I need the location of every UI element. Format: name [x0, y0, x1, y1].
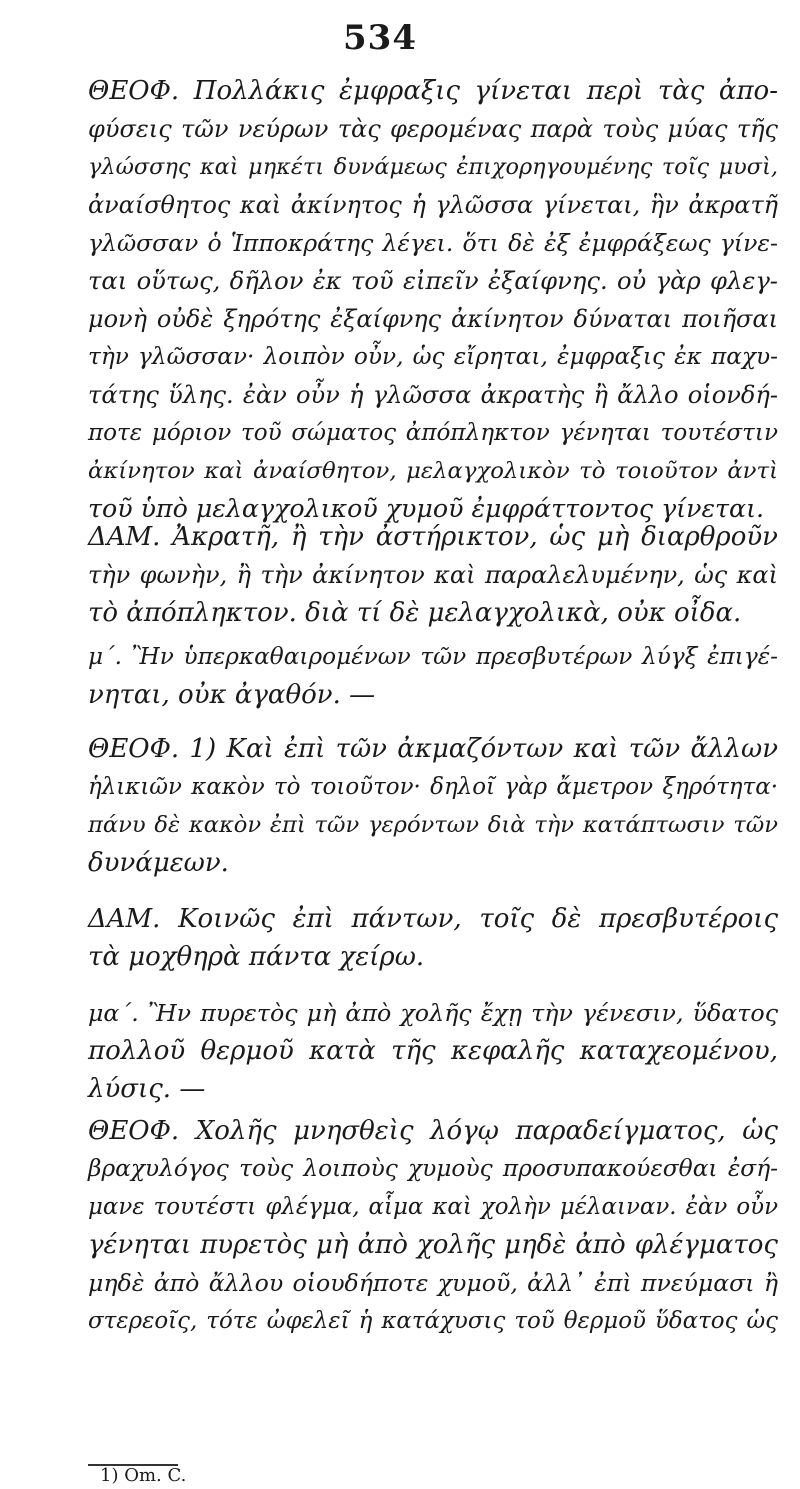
text-line: τὸ ἀπόπληκτον. διὰ τί δὲ μελαγχολικὰ, οὐκ οἶδα.: [88, 598, 742, 628]
text-line: γλῶσσαν ὁ Ἱπποκράτης λέγει. ὅτι δὲ ἐξ ἐμφράξεως γίνε-: [88, 229, 778, 257]
text-line: γένηται πυρετὸς μὴ ἀπὸ χολῆς μηδὲ ἀπὸ φλέγματος: [88, 1230, 778, 1260]
text-line: τοῦ ὑπὸ μελαγχολικοῦ χυμοῦ ἐμφράττοντος γίνεται.: [88, 494, 765, 523]
text-line: ται οὕτως, δῆλον ἐκ τοῦ εἰπεῖν ἐξαίφνης. οὐ γὰρ φλεγ-: [88, 266, 778, 295]
text-line: ΘΕΟΦ. Πολλάκις ἐμφραξις γίνεται περὶ τὰς ἀπο-: [88, 76, 778, 106]
text-line: μανε τουτέστι φλέγμα, αἷμα καὶ χολὴν μέλαιναν. ἐὰν οὖν: [88, 1194, 778, 1220]
text-line: μηδὲ ἀπὸ ἄλλου οἱουδήποτε χυμοῦ, ἀλλ᾽ ἐπὶ πνεύμασι ἢ: [88, 1269, 778, 1297]
text-line: ΘΕΟΦ. Χολῆς μνησθεὶς λόγῳ παραδείγματος, ὡς: [88, 1116, 778, 1146]
text-line: τὴν φωνὴν, ἢ τὴν ἀκίνητον καὶ παραλελυμένην, ὡς καὶ: [88, 561, 778, 589]
text-line: δυνάμεων.: [88, 848, 229, 878]
text-line: ἀναίσθητος καὶ ἀκίνητος ἡ γλῶσσα γίνεται, ἣν ἀκρατῆ: [88, 191, 778, 219]
text-line: τὰ μοχθηρὰ πάντα χείρω.: [88, 942, 425, 972]
paragraph-theophilus-3: [88, 1112, 778, 1340]
paragraph-damascius-1: [88, 518, 778, 632]
text-line: ἡλικιῶν κακὸν τὸ τοιοῦτον· δηλοῖ γὰρ ἄμετρον ξηρότητα·: [88, 774, 778, 800]
text-line: ΔΑΜ. Ἀκρατῆ, ἢ τὴν ἀστήρικτον, ὡς μὴ διαρθροῦν: [88, 522, 778, 552]
text-line: γλώσσης καὶ μηκέτι δυνάμεως ἐπιχορηγουμένης τοῖς μυσὶ,: [88, 154, 778, 180]
text-line: ΔΑΜ. Κοινῶς ἐπὶ πάντων, τοῖς δὲ πρεσβυτέροις: [88, 904, 778, 934]
text-line: πάνυ δὲ κακὸν ἐπὶ τῶν γερόντων διὰ τὴν κατάπτωσιν τῶν: [88, 812, 778, 838]
aphorism-41: [88, 994, 778, 1108]
text-line: ἀκίνητον καὶ ἀναίσθητον, μελαγχολικὸν τὸ τοιοῦτον ἀντὶ: [88, 458, 778, 484]
text-line: μα΄. Ἢν πυρετὸς μὴ ἀπὸ χολῆς ἔχῃ τὴν γένεσιν, ὕδατος: [88, 999, 778, 1027]
aphorism-40: [88, 638, 778, 714]
text-line: μ΄. Ἢν ὑπερκαθαιρομένων τῶν πρεσβυτέρων λύγξ ἐπιγέ-: [88, 643, 778, 670]
text-line: μονὴ οὐδὲ ξηρότης ἐξαίφνης ἀκίνητον δύναται ποιῆσαι: [88, 305, 778, 333]
page-number: 534: [343, 18, 417, 58]
text-line: στερεοῖς, τότε ὠφελεῖ ἡ κατάχυσις τοῦ θερμοῦ ὕδατος ὡς: [88, 1308, 778, 1334]
footnote: 1) Om. C.: [100, 1465, 187, 1486]
text-line: βραχυλόγος τοὺς λοιποὺς χυμοὺς προσυπακούεσθαι ἐσή-: [88, 1155, 778, 1182]
text-line: τάτης ὕλης. ἐὰν οὖν ἡ γλῶσσα ἀκρατὴς ἢ ἄλλο οἱονδή-: [88, 381, 778, 409]
text-line: ποτε μόριον τοῦ σώματος ἀπόπληκτον γένηται τουτέστιν: [88, 420, 778, 446]
paragraph-damascius-2: [88, 900, 778, 976]
text-line: πολλοῦ θερμοῦ κατὰ τῆς κεφαλῆς καταχεομένου,: [88, 1036, 778, 1066]
text-line: τὴν γλῶσσαν· λοιπὸν οὖν, ὡς εἴρηται, ἐμφραξις ἐκ παχυ-: [88, 343, 778, 370]
text-line: φύσεις τῶν νεύρων τὰς φερομένας παρὰ τοὺς μύας τῆς: [88, 115, 778, 143]
paragraph-theophilus-2: [88, 730, 778, 882]
text-line: ΘΕΟΦ. 1) Καὶ ἐπὶ τῶν ἀκμαζόντων καὶ τῶν ἄλλων: [88, 734, 778, 764]
paragraph-theophilus-1: [88, 72, 778, 528]
text-line: νηται, οὐκ ἀγαθόν. —: [88, 680, 376, 710]
text-line: λύσις. —: [88, 1074, 206, 1104]
